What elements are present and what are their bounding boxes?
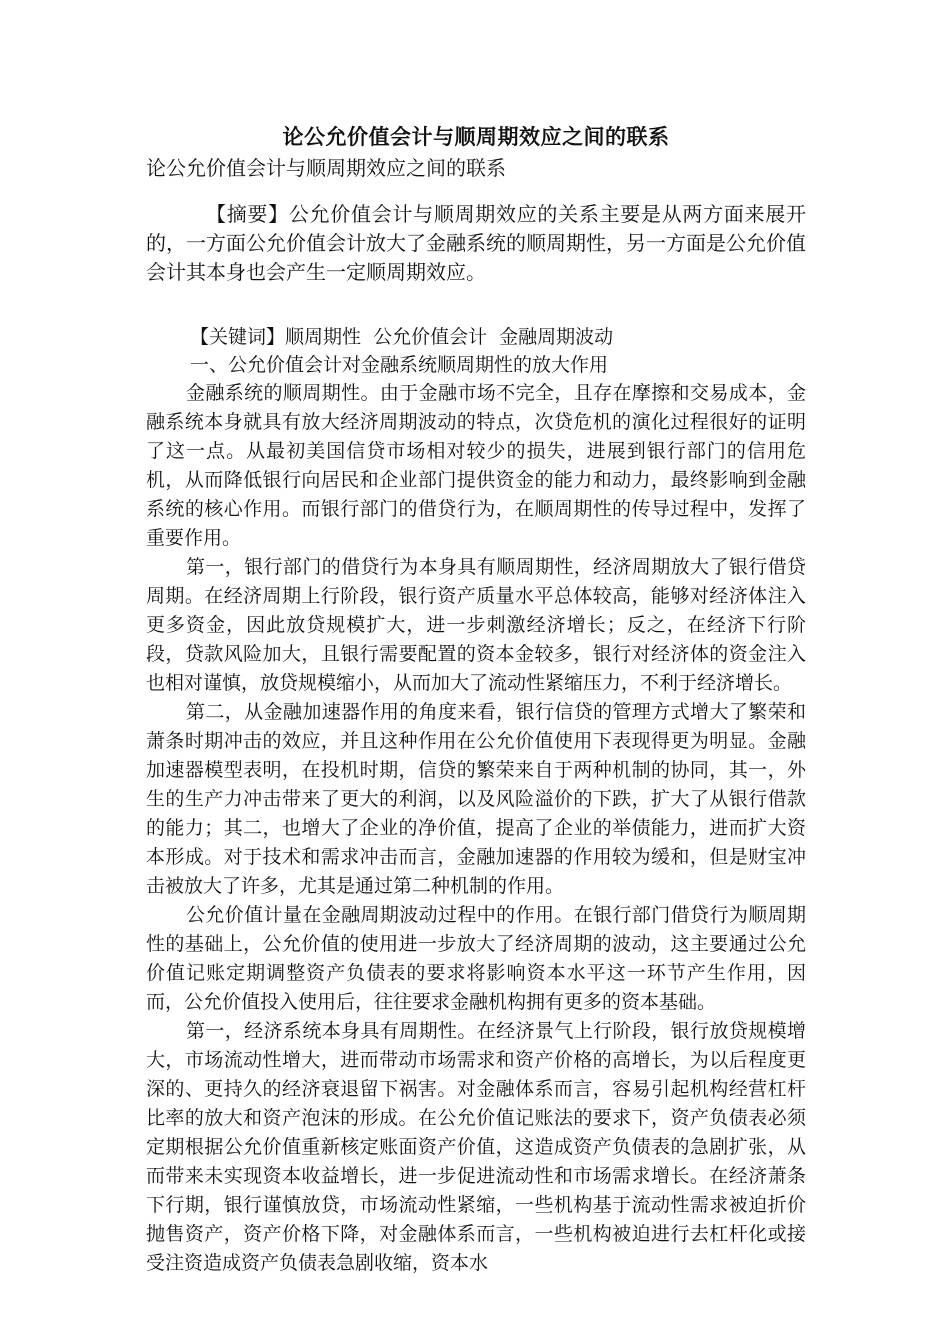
- keywords-line: 【关键词】顺周期性 公允价值会计 金融周期波动: [190, 326, 614, 348]
- document-page: [146, 120, 806, 1278]
- document-title: 论公允价值会计与顺周期效应之间的联系: [282, 124, 670, 149]
- body-paragraph-5: 第一，经济系统本身具有周期性。在经济景气上行阶段，银行放贷规模增大，市场流动性增大，进而带动市场需求和资产价格的高增长，为以后程度更深的、更持久的经济衰退留下祸害。对金融体系而言，容易引起机构经营杠杆比率的放大和资产泡沫的形成。在公允价值记账法的要求下，资产负债表必须定期根据公允价值重新核定账面资产价值，这造成资产负债表的急剧扩张，从而带来未实现资本收益增长，进一步促进流动性和市场需求增长。在经济萧条下行期，银行谨慎放贷，市场流动性紧缩，一些机构基于流动性需求被迫折价抛售资产，资产价格下降，对金融体系而言，一些机构被迫进行去杠杆化或接受注资造成资产负债表急剧收缩，资本水: [146, 1020, 806, 1274]
- body-paragraph-4: 公允价值计量在金融周期波动过程中的作用。在银行部门借贷行为顺周期性的基础上，公允价值的使用进一步放大了经济周期的波动，这主要通过公允价值记账定期调整资产负债表的要求将影响资本水平这一环节产生作用，因而，公允价值投入使用后，往往要求金融机构拥有更多的资本基础。: [146, 904, 806, 1013]
- document-subtitle: 论公允价值会计与顺周期效应之间的联系: [146, 156, 506, 180]
- body-paragraph-1: 金融系统的顺周期性。由于金融市场不完全，且存在摩擦和交易成本，金融系统本身就具有放大经济周期波动的特点，次贷危机的演化过程很好的证明了这一点。从最初美国信贷市场相对较少的损失，进展到银行部门的信用危机，从而降低银行向居民和企业部门提供资金的能力和动力，最终影响到金融系统的核心作用。而银行部门的借贷行为，在顺周期性的传导过程中，发挥了重要作用。: [146, 382, 806, 549]
- abstract-paragraph: 【摘要】公允价值会计与顺周期效应的关系主要是从两方面来展开的，一方面公允价值会计放大了金融系统的顺周期性，另一方面是公允价值会计其本身也会产生一定顺周期效应。: [146, 202, 806, 284]
- body-paragraph-2: 第一，银行部门的借贷行为本身具有顺周期性，经济周期放大了银行借贷周期。在经济周期上行阶段，银行资产质量水平总体较高，能够对经济体注入更多资金，因此放贷规模扩大，进一步刺激经济增长；反之，在经济下行阶段，贷款风险加大，且银行需要配置的资本金较多，银行对经济体的资金注入也相对谨慎，放贷规模缩小，从而加大了流动性紧缩压力，不利于经济增长。: [146, 556, 806, 694]
- body-paragraph-3: 第二，从金融加速器作用的角度来看，银行信贷的管理方式增大了繁荣和萧条时期冲击的效应，并且这种作用在公允价值使用下表现得更为明显。金融加速器模型表明，在投机时期，信贷的繁荣来自于两种机制的协同，其一，外生的生产力冲击带来了更大的利润，以及风险溢价的下跌，扩大了从银行借款的能力；其二，也增大了企业的净价值，提高了企业的举债能力，进而扩大资本形成。对于技术和需求冲击而言，金融加速器的作用较为缓和，但是财宝冲击被放大了许多，尤其是通过第二种机制的作用。: [146, 701, 806, 897]
- section-heading: 一、公允价值会计对金融系统顺周期性的放大作用: [190, 354, 609, 376]
